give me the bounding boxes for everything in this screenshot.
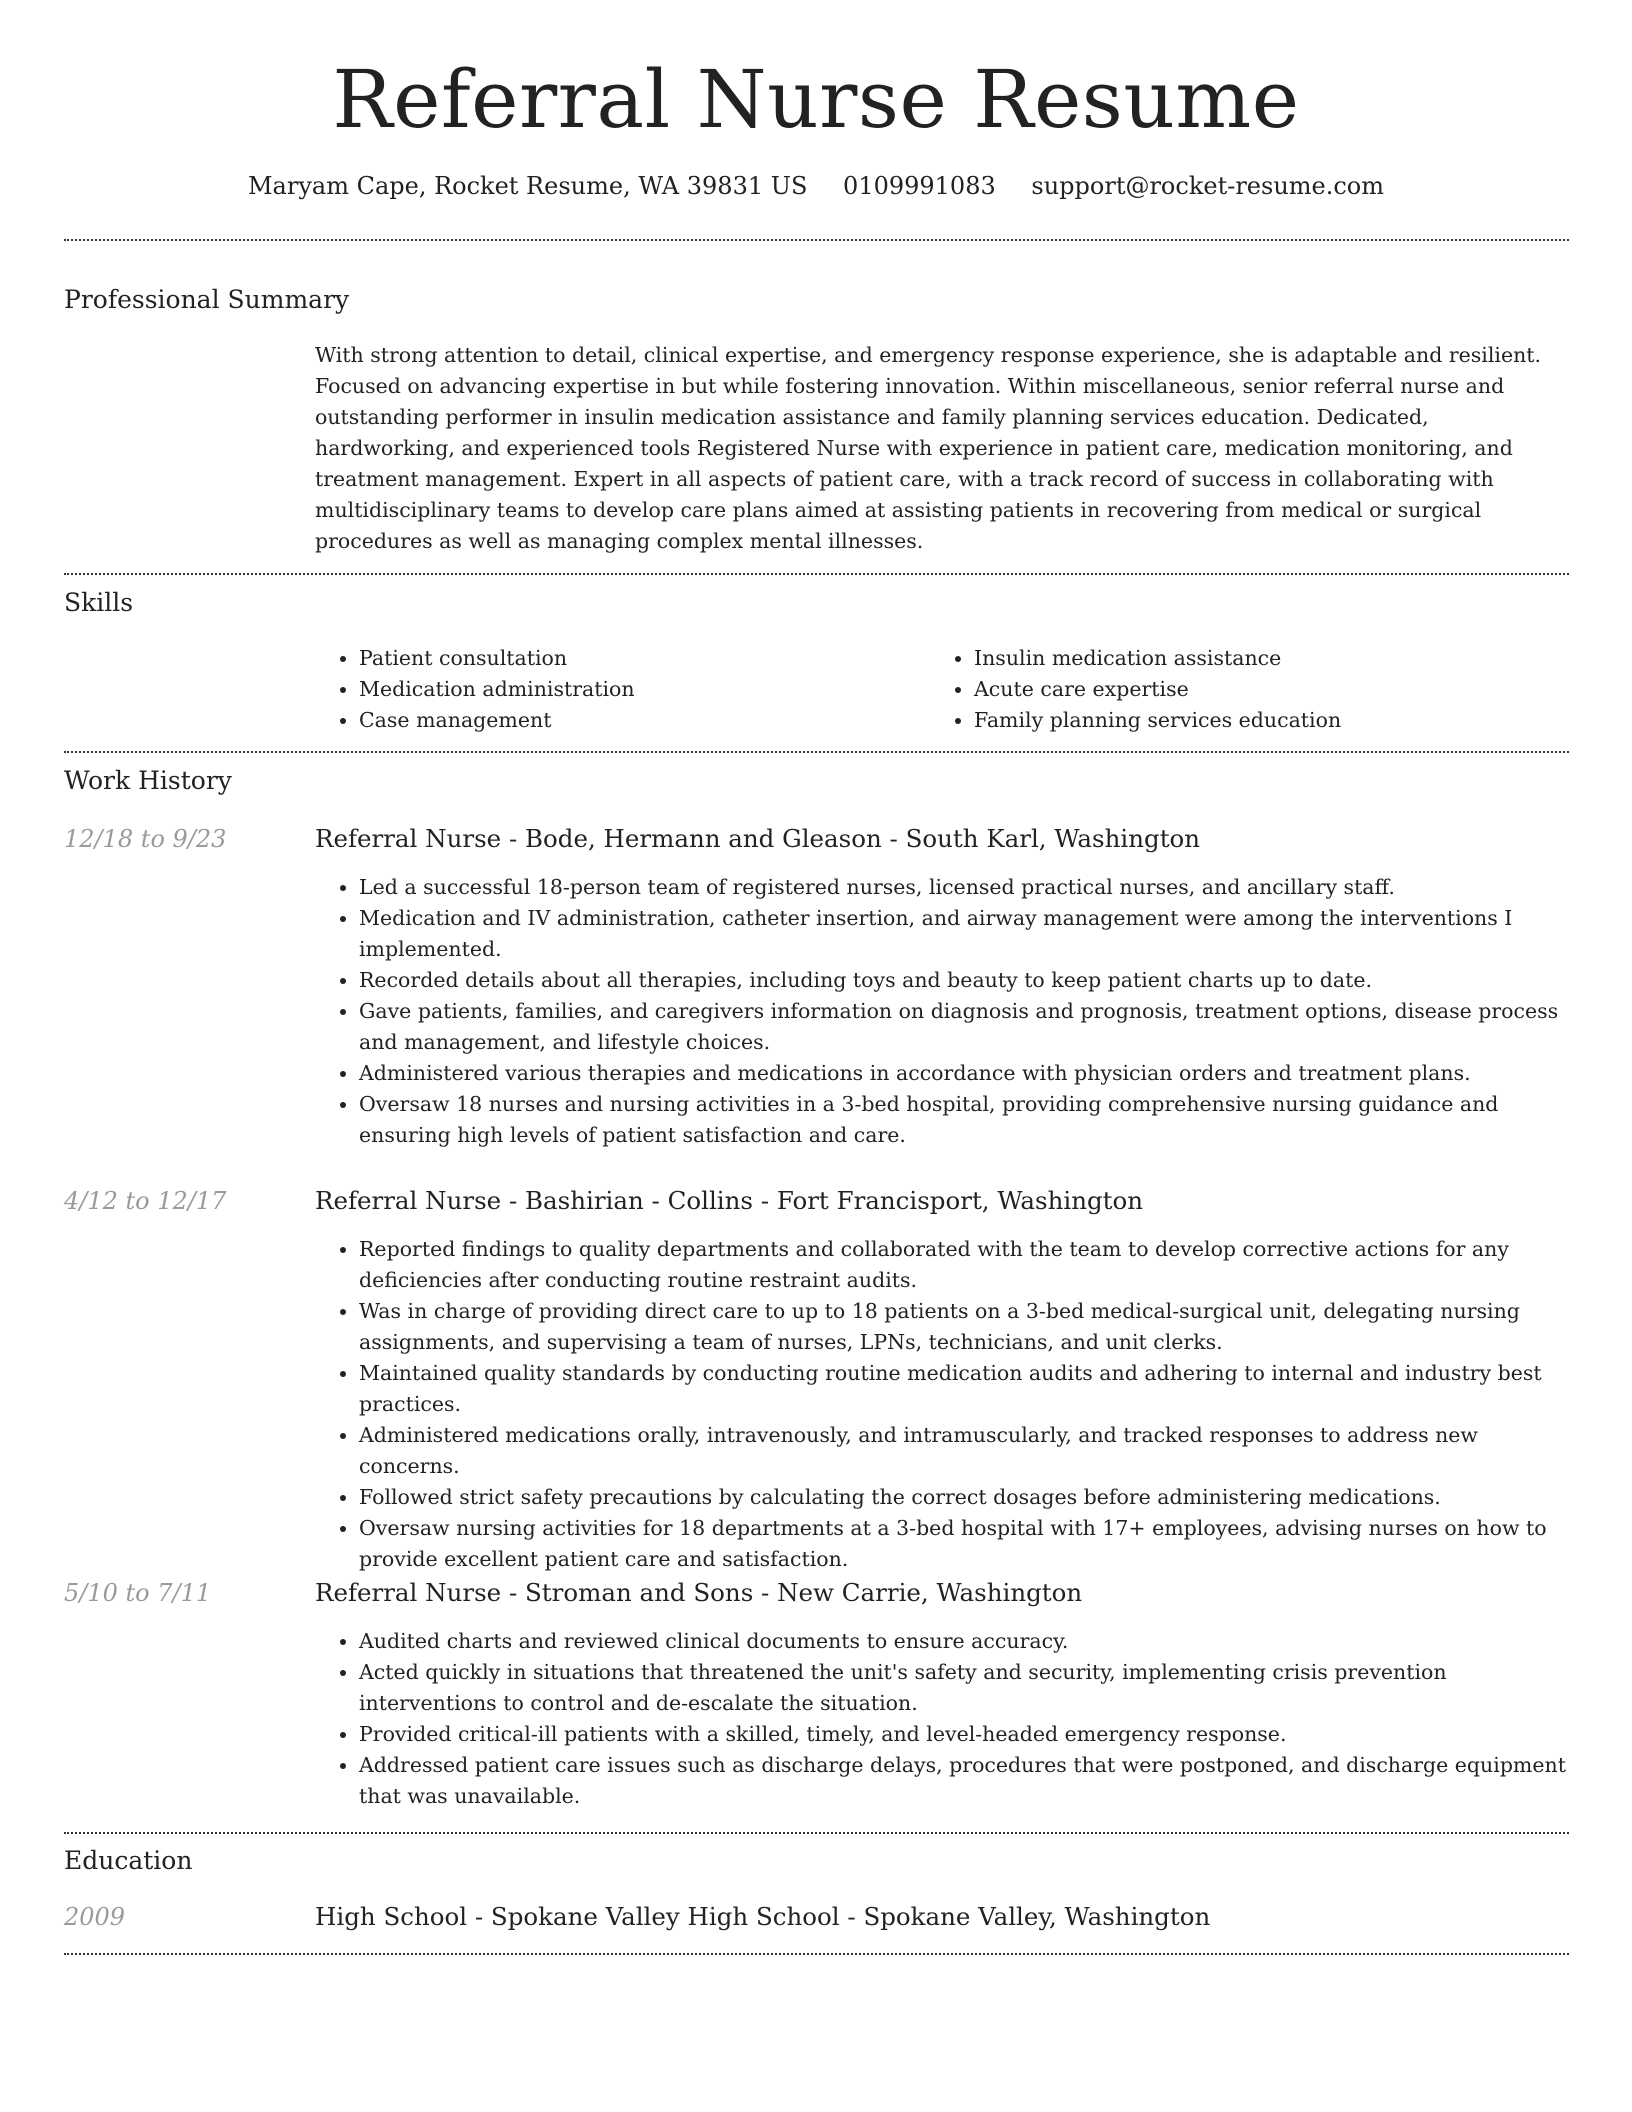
page-title: Referral Nurse Resume <box>332 53 1300 146</box>
job-bullet: • Maintained quality standards by conducting routine medication audits and adhering to internal and industry best practices. <box>359 1358 1575 1420</box>
education-date: 2009 <box>64 1903 126 1931</box>
job-title: Referral Nurse - Stroman and Sons - New Carrie, Washington <box>315 1578 1083 1607</box>
contact-email: support@rocket-resume.com <box>1031 172 1385 200</box>
education-entry: High School - Spokane Valley High School - Spokane Valley, Washington <box>315 1902 1211 1931</box>
divider <box>64 239 1569 241</box>
skill-item: • Insulin medication assistance <box>974 643 1550 674</box>
divider <box>64 751 1569 753</box>
contact-phone: 0109991083 <box>843 172 996 200</box>
job-bullet: • Oversaw nursing activities for 18 departments at a 3-bed hospital with 17+ employees, advising nurses on how to provide excellent patient care and satisfaction. <box>359 1513 1575 1575</box>
job-bullet: • Acted quickly in situations that threatened the unit's safety and security, implementing crisis prevention interventions to control and de-escalate the situation. <box>359 1657 1575 1719</box>
divider <box>64 1832 1569 1834</box>
skill-item: • Acute care expertise <box>974 674 1550 705</box>
divider <box>64 573 1569 575</box>
divider <box>64 1953 1569 1955</box>
skill-item: • Medication administration <box>359 674 915 705</box>
job-bullet: • Administered medications orally, intravenously, and intramuscularly, and tracked responses to address new concerns. <box>359 1420 1575 1482</box>
section-heading-education: Education <box>64 1846 193 1875</box>
job-bullet: • Followed strict safety precautions by calculating the correct dosages before administering medications. <box>359 1482 1575 1513</box>
job-bullet: • Gave patients, families, and caregivers information on diagnosis and prognosis, treatment options, disease process and management, and lifestyle choices. <box>359 996 1575 1058</box>
job-bullet: • Addressed patient care issues such as discharge delays, procedures that were postponed, and discharge equipment that was unavailable. <box>359 1750 1575 1812</box>
job-dates: 12/18 to 9/23 <box>64 825 227 853</box>
job-bullet: • Was in charge of providing direct care to up to 18 patients on a 3-bed medical-surgical unit, delegating nursing assignments, and supervising a team of nurses, LPNs, technicians, and unit clerks. <box>359 1296 1575 1358</box>
section-heading-skills: Skills <box>64 588 134 617</box>
skills-column-right <box>930 643 1550 736</box>
skill-item: • Patient consultation <box>359 643 915 674</box>
section-heading-summary: Professional Summary <box>64 285 350 314</box>
job-title: Referral Nurse - Bode, Hermann and Gleason - South Karl, Washington <box>315 824 1201 853</box>
job-bullet: • Administered various therapies and medications in accordance with physician orders and treatment plans. <box>359 1058 1575 1089</box>
job-bullet: • Oversaw 18 nurses and nursing activities in a 3-bed hospital, providing comprehensive nursing guidance and ensuring high levels of patient satisfaction and care. <box>359 1089 1575 1151</box>
job-bullets <box>315 1626 1575 1812</box>
job-bullets <box>315 1234 1575 1575</box>
job-bullets <box>315 872 1575 1151</box>
job-dates: 5/10 to 7/11 <box>64 1579 212 1607</box>
summary-text: With strong attention to detail, clinical expertise, and emergency response experience, she is adaptable and resilient. Focused on advancing expertise in but while fostering innovation. Within miscellaneous, senior referral nurse and outstanding performer in insulin medication assistance and family planning services education. Dedicated, hardworking, and experienced tools Registered Nurse with experience in patient care, medication monitoring, and treatment management. Expert in all aspects of patient care, with a track record of success in collaborating with multidisciplinary teams to develop care plans aimed at assisting patients in recovering from medical or surgical procedures as well as managing complex mental illnesses. <box>315 343 1542 553</box>
skill-item: • Case management <box>359 705 915 736</box>
contact-line <box>0 170 1632 202</box>
skill-item: • Family planning services education <box>974 705 1550 736</box>
job-title: Referral Nurse - Bashirian - Collins - Fort Francisport, Washington <box>315 1186 1144 1215</box>
job-bullet: • Audited charts and reviewed clinical documents to ensure accuracy. <box>359 1626 1575 1657</box>
job-bullet: • Provided critical-ill patients with a skilled, timely, and level-headed emergency response. <box>359 1719 1575 1750</box>
section-heading-work: Work History <box>64 766 232 795</box>
job-bullet: • Reported findings to quality departments and collaborated with the team to develop corrective actions for any deficiencies after conducting routine restraint audits. <box>359 1234 1575 1296</box>
contact-address: Maryam Cape, Rocket Resume, WA 39831 US <box>247 172 808 200</box>
job-bullet: • Led a successful 18-person team of registered nurses, licensed practical nurses, and ancillary staff. <box>359 872 1575 903</box>
job-bullet: • Recorded details about all therapies, including toys and beauty to keep patient charts up to date. <box>359 965 1575 996</box>
job-dates: 4/12 to 12/17 <box>64 1187 227 1215</box>
skills-column-left <box>315 643 915 736</box>
job-bullet: • Medication and IV administration, catheter insertion, and airway management were among the interventions I implemented. <box>359 903 1575 965</box>
